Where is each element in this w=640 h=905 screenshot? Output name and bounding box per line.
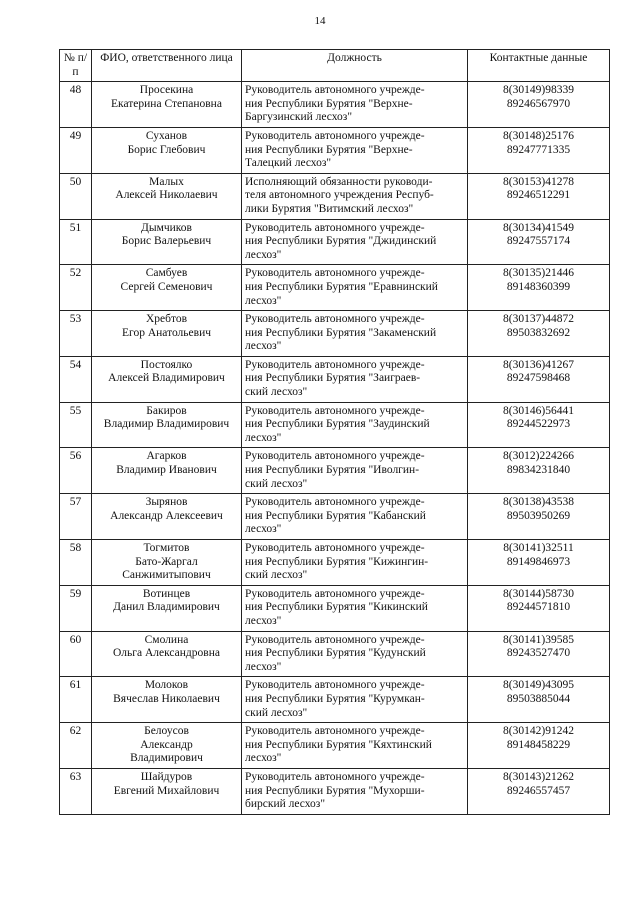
contact-data: 8(30146)56441 89244522973 (468, 402, 610, 448)
table-row (60, 677, 610, 723)
row-number: 52 (60, 265, 92, 311)
position: Руководитель автономного учрежде- ния Республики Бурятия "Джидинский лесхоз" (242, 219, 468, 265)
row-number: 59 (60, 585, 92, 631)
contact-data: 8(30135)21446 89148360399 (468, 265, 610, 311)
responsible-person: Тогмитов Бато-Жаргал Санжимитыпович (92, 540, 242, 586)
responsible-person: Малых Алексей Николаевич (92, 173, 242, 219)
table-row (60, 723, 610, 769)
row-number: 48 (60, 82, 92, 128)
table-row (60, 173, 610, 219)
table-row (60, 585, 610, 631)
table-header-row (60, 50, 610, 82)
responsible-person: Агарков Владимир Иванович (92, 448, 242, 494)
position: Руководитель автономного учрежде- ния Республики Бурятия "Иволгин- ский лесхоз" (242, 448, 468, 494)
table-row (60, 219, 610, 265)
header-name: ФИО, ответственного лица (92, 50, 242, 82)
row-number: 58 (60, 540, 92, 586)
table-row (60, 540, 610, 586)
row-number: 61 (60, 677, 92, 723)
responsible-person: Дымчиков Борис Валерьевич (92, 219, 242, 265)
responsible-person: Суханов Борис Глебович (92, 127, 242, 173)
position: Руководитель автономного учрежде- ния Республики Бурятия "Верхне- Талецкий лесхоз" (242, 127, 468, 173)
contact-data: 8(30153)41278 89246512291 (468, 173, 610, 219)
table-row (60, 631, 610, 677)
table-row (60, 82, 610, 128)
contact-data: 8(30141)32511 89149846973 (468, 540, 610, 586)
responsible-person: Просекина Екатерина Степановна (92, 82, 242, 128)
contacts-table (59, 49, 610, 815)
row-number: 57 (60, 494, 92, 540)
row-number: 60 (60, 631, 92, 677)
contact-data: 8(30148)25176 89247771335 (468, 127, 610, 173)
contact-data: 8(30149)43095 89503885044 (468, 677, 610, 723)
responsible-person: Шайдуров Евгений Михайлович (92, 768, 242, 814)
row-number: 63 (60, 768, 92, 814)
contact-data: 8(30136)41267 89247598468 (468, 356, 610, 402)
table-row (60, 265, 610, 311)
contact-data: 8(3012)224266 89834231840 (468, 448, 610, 494)
header-num: № п/п (60, 50, 92, 82)
responsible-person: Самбуев Сергей Семенович (92, 265, 242, 311)
contact-data: 8(30134)41549 89247557174 (468, 219, 610, 265)
position: Руководитель автономного учрежде- ния Республики Бурятия "Кабанский лесхоз" (242, 494, 468, 540)
position: Руководитель автономного учрежде- ния Республики Бурятия "Заиграев- ский лесхоз" (242, 356, 468, 402)
table-row (60, 448, 610, 494)
row-number: 54 (60, 356, 92, 402)
table-row (60, 127, 610, 173)
position: Руководитель автономного учрежде- ния Республики Бурятия "Кяхтинский лесхоз" (242, 723, 468, 769)
responsible-person: Вотинцев Данил Владимирович (92, 585, 242, 631)
contact-data: 8(30137)44872 89503832692 (468, 311, 610, 357)
page-number: 14 (314, 15, 326, 27)
header-position: Должность (242, 50, 468, 82)
table-row (60, 402, 610, 448)
table-row (60, 311, 610, 357)
row-number: 55 (60, 402, 92, 448)
responsible-person: Зырянов Александр Алексеевич (92, 494, 242, 540)
table-row (60, 494, 610, 540)
position: Руководитель автономного учрежде- ния Республики Бурятия "Кикинский лесхоз" (242, 585, 468, 631)
contact-data: 8(30138)43538 89503950269 (468, 494, 610, 540)
contact-data: 8(30149)98339 89246567970 (468, 82, 610, 128)
responsible-person: Хребтов Егор Анатольевич (92, 311, 242, 357)
table-row (60, 768, 610, 814)
table-row (60, 356, 610, 402)
row-number: 51 (60, 219, 92, 265)
responsible-person: Постоялко Алексей Владимирович (92, 356, 242, 402)
row-number: 49 (60, 127, 92, 173)
responsible-person: Бакиров Владимир Владимирович (92, 402, 242, 448)
position: Руководитель автономного учрежде- ния Республики Бурятия "Закаменский лесхоз" (242, 311, 468, 357)
contact-data: 8(30143)21262 89246557457 (468, 768, 610, 814)
position: Руководитель автономного учрежде- ния Республики Бурятия "Заудинский лесхоз" (242, 402, 468, 448)
position: Руководитель автономного учрежде- ния Республики Бурятия "Еравнинский лесхоз" (242, 265, 468, 311)
position: Руководитель автономного учрежде- ния Республики Бурятия "Мухорши- бирский лесхоз" (242, 768, 468, 814)
position: Руководитель автономного учрежде- ния Республики Бурятия "Верхне- Баргузинский лесхоз" (242, 82, 468, 128)
responsible-person: Смолина Ольга Александровна (92, 631, 242, 677)
contact-data: 8(30141)39585 89243527470 (468, 631, 610, 677)
contact-data: 8(30142)91242 89148458229 (468, 723, 610, 769)
position: Руководитель автономного учрежде- ния Республики Бурятия "Кижингин- ский лесхоз" (242, 540, 468, 586)
row-number: 56 (60, 448, 92, 494)
position: Руководитель автономного учрежде- ния Республики Бурятия "Кудунский лесхоз" (242, 631, 468, 677)
row-number: 53 (60, 311, 92, 357)
contact-data: 8(30144)58730 89244571810 (468, 585, 610, 631)
row-number: 50 (60, 173, 92, 219)
row-number: 62 (60, 723, 92, 769)
responsible-person: Белоусов Александр Владимирович (92, 723, 242, 769)
header-contacts: Контактные данные (468, 50, 610, 82)
position: Руководитель автономного учрежде- ния Республики Бурятия "Курумкан- ский лесхоз" (242, 677, 468, 723)
position: Исполняющий обязанности руководи- теля автономного учреждения Респуб- лики Бурятия "Витимский лесхоз" (242, 173, 468, 219)
responsible-person: Молоков Вячеслав Николаевич (92, 677, 242, 723)
